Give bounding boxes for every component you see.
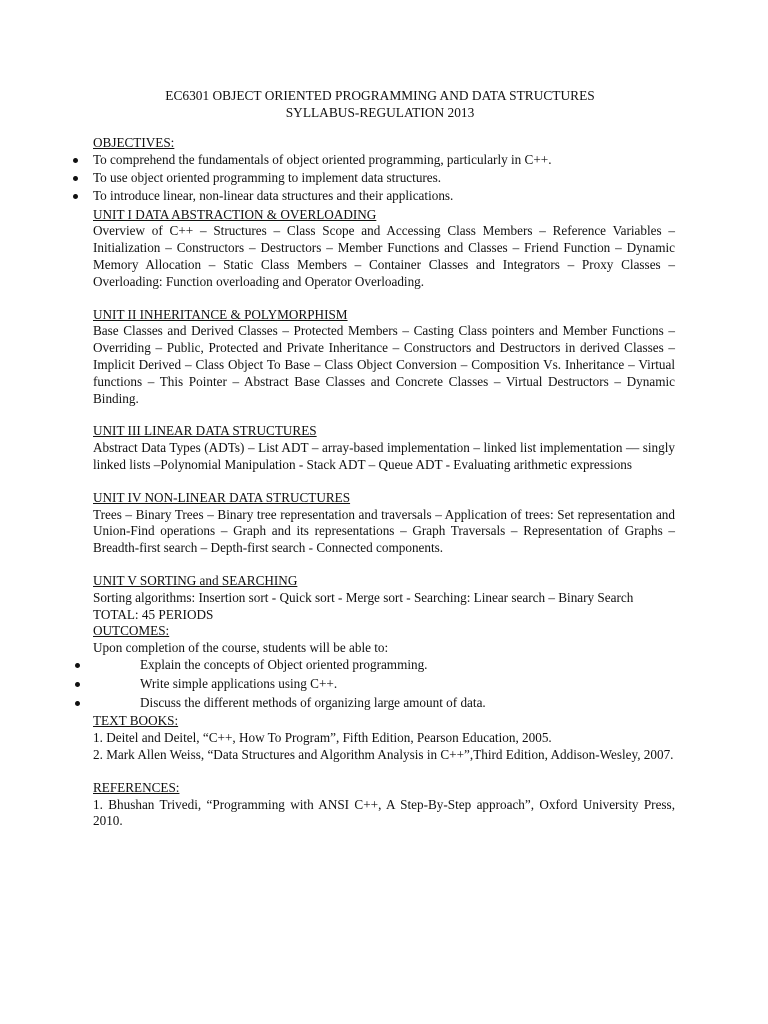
unit-4-body: Trees – Binary Trees – Binary tree representation and traversals – Application of trees: Set representation and Union-Find operations – Graph and its representations – Graph Traversals – Representation of Graphs – Breadth-first search – Depth-first search - Connected components. — [93, 506, 675, 556]
text-books-heading: TEXT BOOKS: — [93, 713, 179, 729]
reference-item: 1. Bhushan Trivedi, “Programming with ANSI C++, A Step-By-Step approach”, Oxford University Press, 2010. — [93, 796, 675, 829]
unit-2-body: Base Classes and Derived Classes – Protected Members – Casting Class pointers and Member Functions – Overriding – Public, Protected and Private Inheritance – Constructors and Destructors in derived Classes – Implicit Derived – Class Object To Base – Class Object Conversion – Composition Vs. Inheritance – Virtual functions – This Pointer – Abstract Base Classes and Concrete Classes – Virtual Destructors – Dynamic Binding. — [93, 323, 675, 406]
references-section — [93, 780, 675, 830]
unit-2-heading: UNIT II INHERITANCE & POLYMORPHISM — [93, 306, 348, 322]
unit-1-heading: UNIT I DATA ABSTRACTION & OVERLOADING — [93, 206, 377, 222]
references-heading: REFERENCES: — [93, 779, 180, 795]
objective-item: To comprehend the fundamentals of object oriented programming, particularly in C++. — [93, 152, 675, 169]
outcome-item: Explain the concepts of Object oriented programming. — [93, 657, 675, 674]
text-book-item: 1. Deitel and Deitel, “C++, How To Program”, Fifth Edition, Pearson Education, 2005. — [93, 730, 552, 746]
objective-item: To use object oriented programming to implement data structures. — [93, 170, 675, 187]
unit-4-heading: UNIT IV NON-LINEAR DATA STRUCTURES — [93, 489, 351, 505]
objective-item: To introduce linear, non-linear data structures and their applications. — [93, 188, 675, 205]
unit-1-body: Overview of C++ – Structures – Class Scope and Accessing Class Members – Reference Variables – Initialization – Constructors – Destructors – Member Functions and Classes – Friend Function – Dynamic Memory Allocation – Static Class Members – Container Classes and Integrators – Proxy Classes – Overloading: Function overloading and Operator Overloading. — [93, 223, 675, 289]
unit-3-heading: UNIT III LINEAR DATA STRUCTURES — [93, 423, 317, 439]
unit-5-body: Sorting algorithms: Insertion sort - Quick sort - Merge sort - Searching: Linear search – Binary Search — [93, 589, 634, 605]
outcomes-intro: Upon completion of the course, students will be able to: — [93, 640, 389, 656]
unit-4-section — [93, 490, 675, 557]
unit-5-heading: UNIT V SORTING and SEARCHING — [93, 573, 298, 589]
unit-2-section — [93, 307, 675, 408]
syllabus-page — [93, 87, 675, 830]
unit-5-section — [93, 573, 675, 607]
total-periods: TOTAL: 45 PERIODS — [93, 606, 214, 622]
objectives-section — [93, 135, 675, 205]
document-title-line-2: SYLLABUS-REGULATION 2013 — [285, 105, 475, 120]
outcome-item: Discuss the different methods of organizing large amount of data. — [93, 695, 675, 712]
unit-3-body: Abstract Data Types (ADTs) – List ADT – array-based implementation – linked list implementation –– singly linked lists –Polynomial Manipulation - Stack ADT – Queue ADT - Evaluating arithmetic expressions — [93, 440, 675, 473]
text-book-item: 2. Mark Allen Weiss, “Data Structures and Algorithm Analysis in C++”,Third Edition, Addison-Wesley, 2007. — [93, 747, 674, 762]
outcome-item: Write simple applications using C++. — [93, 676, 675, 693]
unit-3-section — [93, 423, 675, 473]
text-books-section — [93, 713, 675, 763]
unit-1-section — [93, 207, 675, 291]
outcomes-heading: OUTCOMES: — [93, 623, 170, 639]
objectives-list — [93, 152, 675, 205]
objectives-heading: OBJECTIVES: — [93, 135, 175, 150]
outcomes-list — [93, 657, 675, 711]
outcomes-section — [93, 623, 675, 711]
document-title-line-1: EC6301 OBJECT ORIENTED PROGRAMMING AND DATA STRUCTURES — [165, 88, 595, 103]
